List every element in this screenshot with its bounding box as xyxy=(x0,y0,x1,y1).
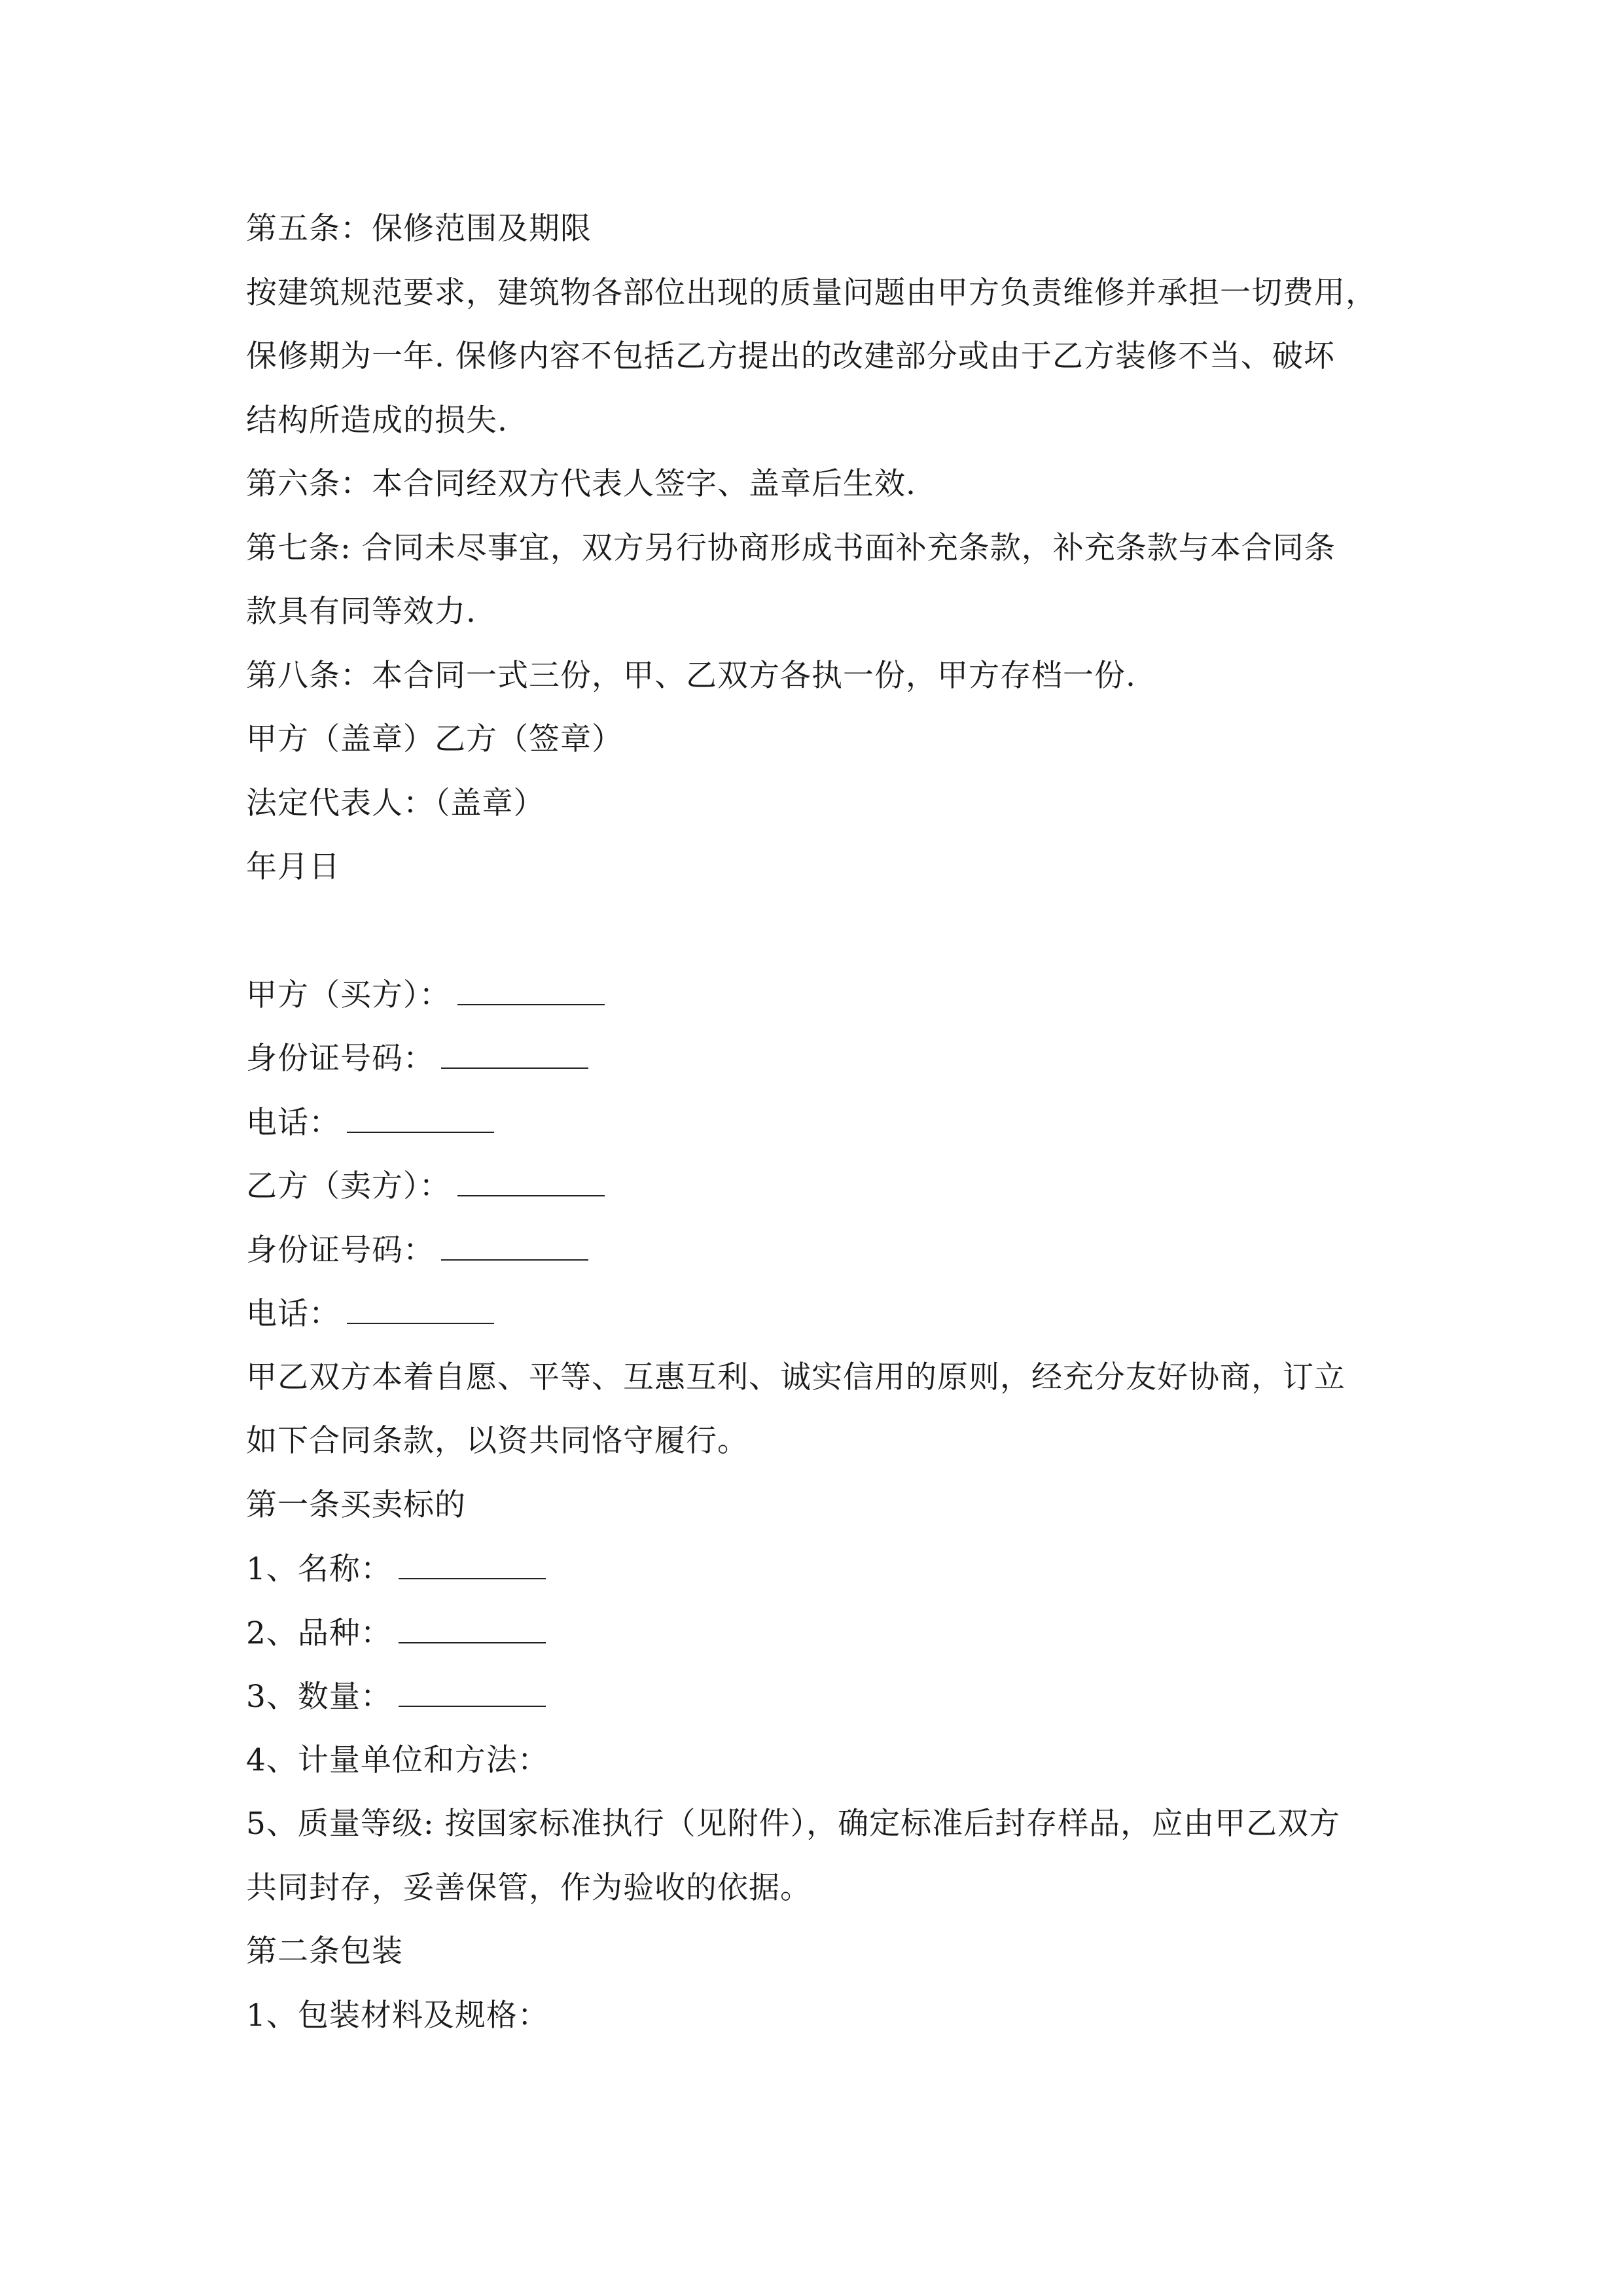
seller-phone-label: 电话： xyxy=(246,1296,340,1332)
preamble-line-2: 如下合同条款，以资共同恪守履行。 xyxy=(246,1423,749,1459)
buyer-id-row xyxy=(246,1039,588,1079)
item-variety-blank xyxy=(399,1613,546,1643)
buyer-phone-blank xyxy=(347,1103,494,1133)
buyer-id-label: 身份证号码： xyxy=(246,1041,435,1077)
article-7-line-1: 第七条: 合同未尽事宜，双方另行协商形成书面补充条款，补充条款与本合同条 xyxy=(246,530,1336,566)
item-quantity-row xyxy=(246,1677,546,1717)
seller-phone-row xyxy=(246,1294,494,1334)
article-6: 第六条：本合同经双方代表人签字、盖章后生效. xyxy=(246,466,916,502)
buyer-phone-label: 电话： xyxy=(246,1105,340,1141)
item-name-label: 1、名称： xyxy=(246,1551,392,1587)
article-5-body-line-1: 按建筑规范要求，建筑物各部位出现的质量问题由甲方负责维修并承担一切费用， xyxy=(246,275,1377,311)
buyer-id-blank xyxy=(441,1039,588,1069)
item-variety-label: 2、品种： xyxy=(246,1615,392,1651)
article-2-title: 第二条包装 xyxy=(246,1933,403,1969)
item-name-blank xyxy=(399,1549,546,1579)
legal-representative: 法定代表人：（盖章） xyxy=(246,785,545,821)
item-quality-line-1: 5、质量等级: 按国家标准执行（见附件），确定标准后封存样品，应由甲乙双方 xyxy=(246,1806,1341,1842)
article-1-title: 第一条买卖标的 xyxy=(246,1487,466,1523)
article-5-title: 第五条：保修范围及期限 xyxy=(246,211,592,247)
buyer-row xyxy=(246,975,605,1015)
item-quantity-label: 3、数量： xyxy=(246,1679,392,1715)
seller-id-label: 身份证号码： xyxy=(246,1232,435,1268)
article-8: 第八条：本合同一式三份，甲、乙双方各执一份，甲方存档一份. xyxy=(246,658,1136,694)
article-5-body-line-3: 结构所造成的损失. xyxy=(246,403,508,439)
article-5-body-line-2: 保修期为一年. 保修内容不包括乙方提出的改建部分或由于乙方装修不当、破坏 xyxy=(246,338,1335,374)
packaging-material: 1、包装材料及规格： xyxy=(246,1998,549,2034)
seller-id-row xyxy=(246,1230,588,1270)
seller-label: 乙方（卖方）： xyxy=(246,1168,451,1204)
item-name-row xyxy=(246,1549,546,1589)
preamble-line-1: 甲乙双方本着自愿、平等、互惠互利、诚实信用的原则，经充分友好协商，订立 xyxy=(246,1359,1346,1395)
item-quality-line-2: 共同封存，妥善保管，作为验收的依据。 xyxy=(246,1870,812,1906)
date-line: 年月日 xyxy=(246,849,340,885)
seller-row xyxy=(246,1166,605,1206)
item-unit: 4、计量单位和方法： xyxy=(246,1742,549,1778)
item-variety-row xyxy=(246,1613,546,1653)
seller-phone-blank xyxy=(347,1294,494,1324)
buyer-phone-row xyxy=(246,1103,494,1143)
seller-id-blank xyxy=(441,1230,588,1261)
item-quantity-blank xyxy=(399,1677,546,1707)
seller-blank xyxy=(457,1166,605,1196)
seal-line: 甲方（盖章）乙方（签章） xyxy=(246,721,623,757)
article-7-line-2: 款具有同等效力. xyxy=(246,594,476,630)
buyer-blank xyxy=(457,975,605,1005)
buyer-label: 甲方（买方）： xyxy=(246,977,451,1013)
